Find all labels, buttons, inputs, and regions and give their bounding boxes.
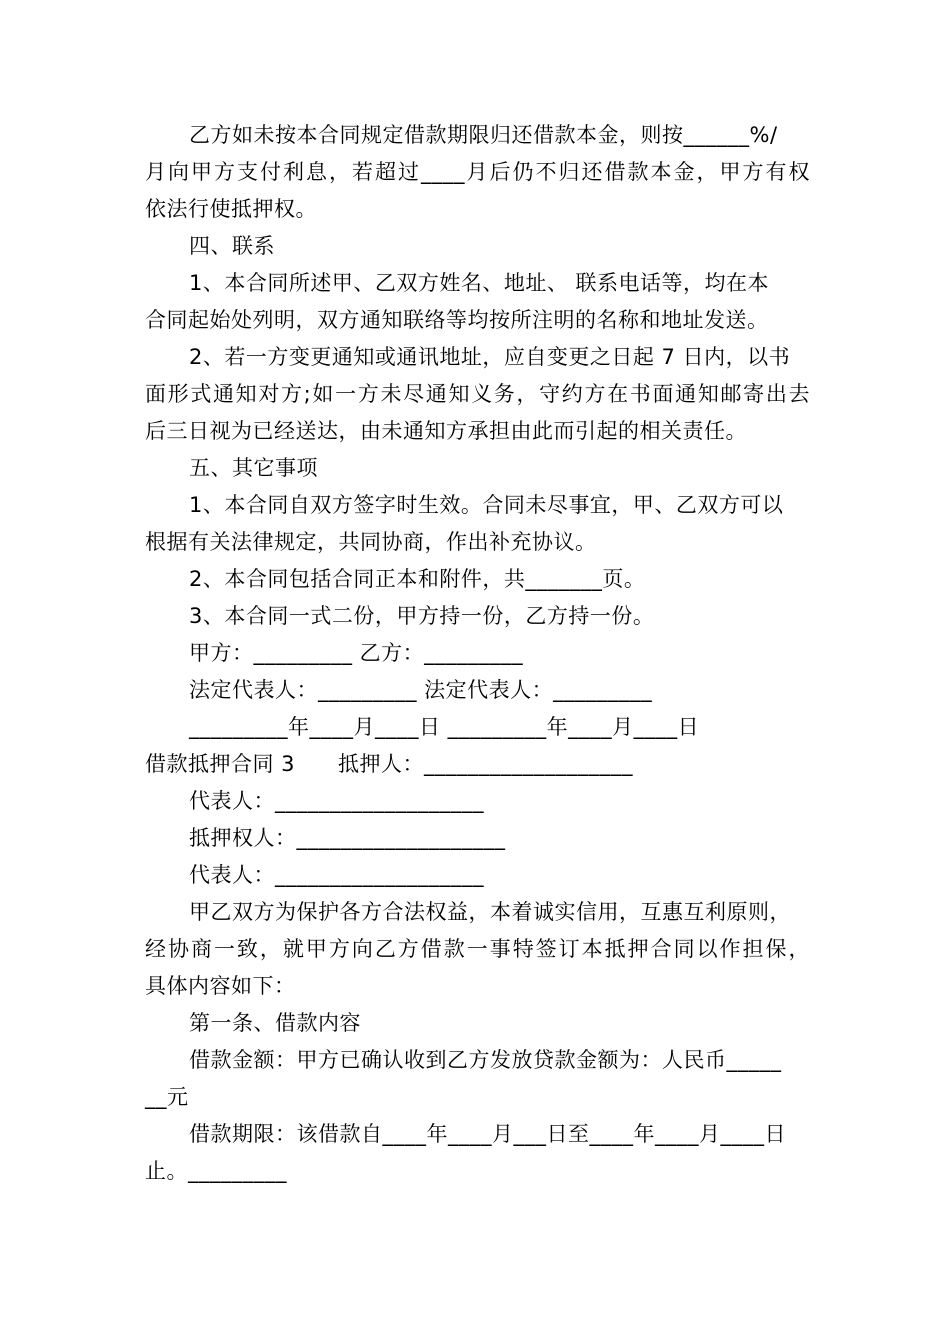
paragraph-line: 后三日视为已经送达，由未通知方承担由此而引起的相关责任。: [145, 419, 747, 443]
paragraph-line: 2、若一方变更通知或通讯地址，应自变更之日起 7 日内，以书: [189, 345, 791, 369]
paragraph-line: 根据有关法律规定，共同协商，作出补充协议。: [145, 530, 597, 554]
date-line: _________年____月____日 _________年____月____日: [189, 715, 700, 739]
paragraph-line: 2、本合同包括合同正本和附件，共_______页。: [189, 567, 646, 591]
paragraph-line: 经协商一致，就甲方向乙方借款一事特签订本抵押合同以作担保，: [145, 937, 810, 961]
paragraph-line: __元: [145, 1085, 189, 1109]
paragraph-line: 具体内容如下：: [145, 974, 296, 998]
signature-line: 甲方：_________ 乙方：_________: [189, 641, 524, 665]
paragraph-line: 1、本合同自双方签字时生效。合同未尽事宜，甲、乙双方可以: [189, 493, 784, 517]
paragraph-line: 面形式通知对方;如一方未尽通知义务，守约方在书面通知邮寄出去: [145, 382, 810, 406]
paragraph-line: 止。_________: [145, 1159, 287, 1183]
paragraph-line: 1、本合同所述甲、乙双方姓名、地址、 联系电话等，均在本: [189, 271, 770, 295]
paragraph-line: 甲乙双方为保护各方合法权益，本着诚实信用，互惠互利原则，: [189, 900, 791, 924]
signature-line: 代表人：___________________: [189, 863, 484, 887]
paragraph-line: 借款金额：甲方已确认收到乙方发放贷款金额为：人民币_____: [189, 1048, 782, 1072]
paragraph-line: 3、本合同一式二份，甲方持一份，乙方持一份。: [189, 604, 655, 628]
section-heading: 第一条、借款内容: [189, 1011, 361, 1035]
signature-line: 代表人：___________________: [189, 789, 484, 813]
signature-line: 法定代表人：_________ 法定代表人：_________: [189, 678, 653, 702]
paragraph-line: 依法行使抵押权。: [145, 197, 317, 221]
section-heading: 五、其它事项: [189, 456, 318, 480]
section-heading: 四、联系: [189, 234, 275, 258]
contract-title-line: 借款抵押合同 3 抵押人：___________________: [145, 752, 634, 776]
paragraph-line: 合同起始处列明，双方通知联络等均按所注明的名称和地址发送。: [145, 308, 769, 332]
paragraph-line: 乙方如未按本合同规定借款期限归还借款本金，则按______%/: [189, 123, 778, 147]
signature-line: 抵押权人：___________________: [189, 826, 506, 850]
paragraph-line: 借款期限：该借款自____年____月___日至____年____月____日: [189, 1122, 786, 1146]
paragraph-line: 月向甲方支付利息，若超过____月后仍不归还借款本金，甲方有权: [145, 160, 810, 184]
